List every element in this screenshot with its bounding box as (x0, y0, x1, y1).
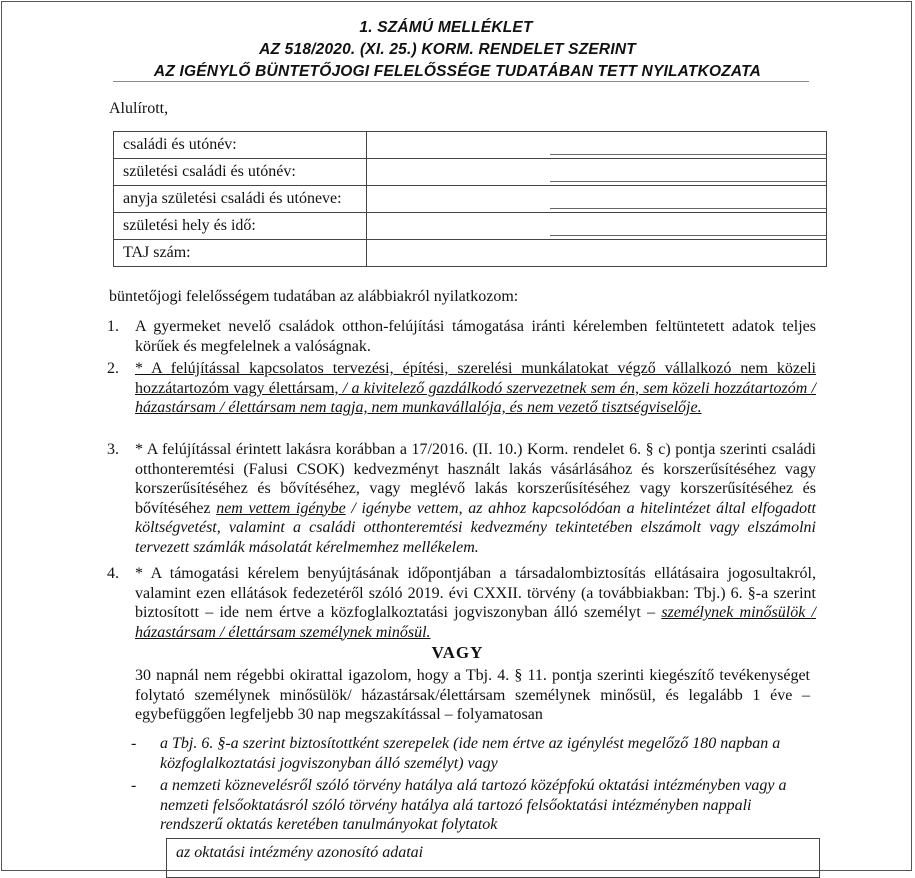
option-text[interactable]: nem vettem igénybe (216, 499, 346, 517)
option-text[interactable]: / a kivitelező gazdálkodó szervezetnek sem én, sem közeli hozzátartozóm / házastársam / élettársam nem tagja, nem munkavállalója, és nem vezető tisztségviselője. (135, 379, 817, 416)
personal-data-table (113, 131, 827, 267)
taj-number-field[interactable] (367, 240, 827, 267)
dash-marker: - (131, 777, 137, 794)
header-line-2: AZ 518/2020. (XI. 25.) KORM. RENDELET SZERINT (259, 41, 636, 58)
table-row (114, 213, 827, 240)
header-line-3: AZ IGÉNYLŐ BÜNTETŐJOGI FELELŐSSÉGE TUDATÁBAN TETT NYILATKOZATA (153, 63, 762, 80)
item-text-part: * A felújítással érintett lakásra korábban a 17/2016. (II. 10.) Korm. rendelet 6. § c) pontja szerinti családi otthonteremtési (Falusi CSOK) kedvezményt használt lakás vásárlásához és korszerűsítéséhez vagy korszerűsítéséhez és bővítéséhez, vagy meglévő lakás korszerűsítéséhez vagy korszerűsítéséhez és bővítéséhez (135, 441, 816, 517)
item-number: 4. (107, 565, 119, 582)
birth-name-field[interactable] (367, 159, 827, 186)
field-label: születési hely és idő: (114, 213, 367, 240)
table-row (114, 186, 827, 213)
field-label: anyja születési családi és utóneve: (114, 186, 367, 213)
institution-data-box[interactable] (166, 838, 820, 878)
field-label: TAJ szám: (114, 240, 367, 267)
item-number: 1. (107, 318, 119, 335)
intro-text: Alulírott, (109, 100, 169, 117)
document-header (0, 17, 915, 83)
field-label: családi és utónév: (114, 132, 367, 159)
institution-box-label: az oktatási intézmény azonosító adatai (176, 844, 424, 861)
table-row (114, 132, 827, 159)
item-text (135, 564, 816, 642)
table-row (114, 159, 827, 186)
or-separator: VAGY (431, 643, 484, 662)
alternative-paragraph: 30 napnál nem régebbi okirattal igazolom, hogy a Tbj. 4. § 11. pontja szerinti kiegészítő tevékenységet folytató személynek minősülök/ házastársak/élettársam személynek minősül, és legalább 1 éve – egybefüggően legfeljebb 30 nap megszakítással – folyamatosan (135, 667, 810, 723)
header-line-1: 1. SZÁMÚ MELLÉKLET (359, 19, 533, 36)
option-text[interactable]: személynek minősülök / házastársam / élettársam személynek minősül. (135, 604, 816, 641)
header-divider (113, 81, 809, 82)
declaration-lead: büntetőjogi felelősségem tudatában az alábbiakról nyilatkozom: (109, 288, 519, 305)
field-label: születési családi és utónév: (114, 159, 367, 186)
birth-place-date-field[interactable] (367, 213, 827, 240)
dash-marker: - (131, 735, 137, 752)
bullet-text: a nemzeti köznevelésről szóló törvény hatálya alá tartozó középfokú oktatási intézményben vagy a nemzeti felsőoktatásról szóló törvény hatálya alá tartozó felsőoktatási intézményben nappali rendszerű oktatás keretében tanulmányokat folytatok (160, 777, 787, 833)
item-number: 2. (107, 360, 119, 377)
option-text[interactable]: * A felújítással kapcsolatos tervezési, építési, szerelési munkálatokat végző vállalkozó nem közeli hozzátartozóm vagy élettársam, (135, 360, 816, 397)
item-text: A gyermeket nevelő családok otthon-felújítási támogatása iránti kérelemben feltüntetett adatok teljes körűek és megfelelnek a valóságnak. (135, 318, 816, 355)
name-field[interactable] (367, 132, 827, 159)
item-text (135, 359, 816, 418)
option-text[interactable]: / igénybe vettem, az ahhoz kapcsolódóan a hitelintézet által elfogadott költségvetést, valamint a családi otthonteremtési kedvezmény tekintetében elszámolt vagy elszámolni tervezett számlák másolatát kérelmemhez mellékelem. (135, 499, 816, 556)
item-text-part: * A támogatási kérelem benyújtásának időpontjában a társadalombiztosítás ellátásaira jogosultakról, valamint ezen ellátások fedezetéről szóló 2019. évi CXXII. törvény (a továbbiakban: Tbj.) 6. §-a szerint biztosított – ide nem értve a közfoglalkoztatási jogviszonyban álló személyt – (135, 565, 816, 621)
item-number: 3. (107, 441, 119, 458)
table-row (114, 240, 827, 267)
item-text (135, 440, 816, 557)
bullet-text: a Tbj. 6. §-a szerint biztosítottként szerepelek (ide nem értve az igénylést megelőző 180 napban a közfoglalkoztatási jogviszonyban álló személyt) vagy (160, 735, 781, 772)
mother-name-field[interactable] (367, 186, 827, 213)
